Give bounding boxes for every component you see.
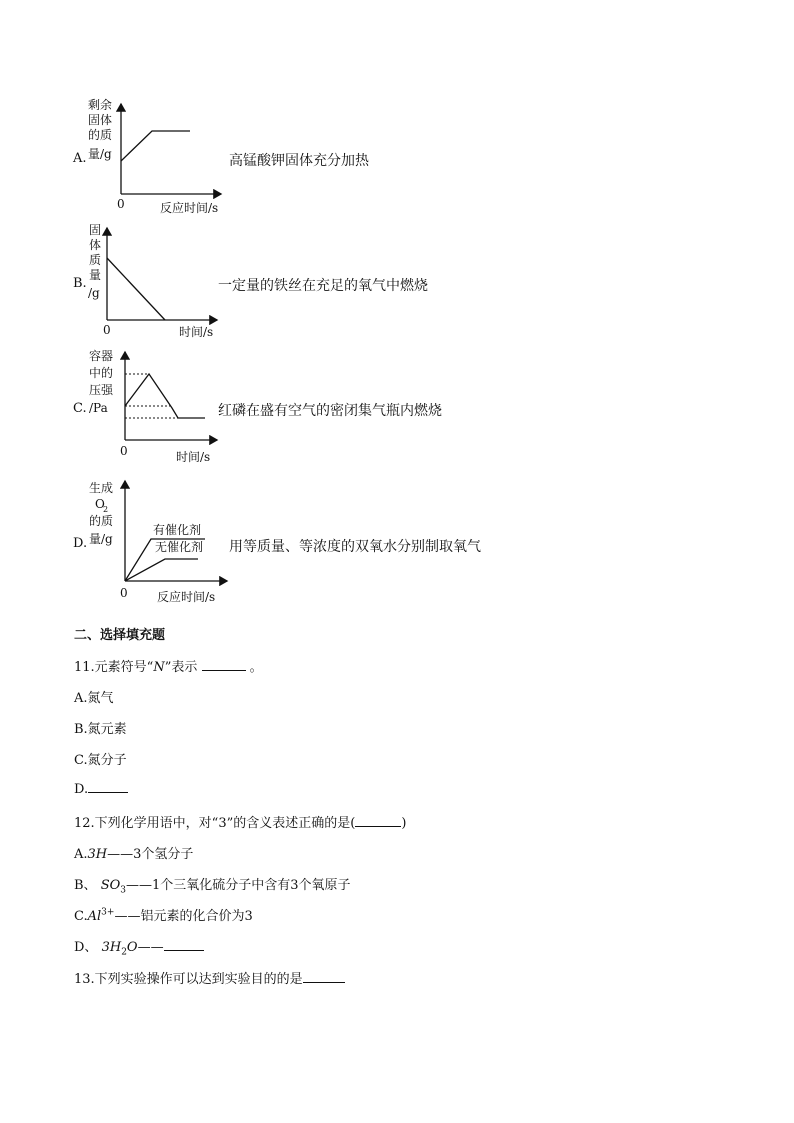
graph-d-xlabel: 反应时间/s [157, 590, 216, 604]
graph-b-curve [107, 258, 165, 320]
option-a-label: A. [73, 151, 87, 166]
question-13-stem: 13.下列实验操作可以达到实验目的的是 [74, 968, 345, 987]
graph-d-ylabel-1: 生成 [89, 481, 114, 495]
graph-b-ylabel-5: /g [88, 286, 100, 300]
graph-d-ylabel-3: 的质 [89, 514, 114, 528]
graph-a [85, 96, 235, 218]
graph-c-xlabel: 时间/s [176, 450, 211, 464]
question-11-symbol: N [153, 660, 165, 675]
graph-b [85, 222, 235, 344]
question-11-option-c: C.氮分子 [74, 753, 127, 768]
graph-b-ylabel-2: 体 [89, 238, 102, 252]
graph-d-ylabel-sub: 2 [103, 505, 109, 514]
graph-d-origin: 0 [120, 586, 128, 600]
graph-a-ylabel-1: 剩余 [88, 98, 113, 112]
option-d-description: 用等质量、等浓度的双氧水分别制取氧气 [229, 539, 481, 555]
question-11-stem: 11.元素符号“N”表示 。 [74, 660, 263, 675]
graph-a-xlabel: 反应时间/s [160, 201, 219, 215]
graph-a-ylabel-4: 量/g [88, 147, 112, 161]
question-12-option-b: B、 $SO_3——1$个三氧化硫分子中含有3个氧原子 [74, 878, 351, 896]
option-b-label: B. [73, 276, 87, 291]
graph-c-ylabel-1: 容器 [89, 349, 114, 363]
graph-b-ylabel-4: 量 [89, 268, 102, 282]
option-c-description: 红磷在盛有空气的密闭集气瓶内燃烧 [218, 403, 442, 419]
graph-c [85, 346, 235, 468]
question-11-option-a: A.氮气 [74, 691, 114, 706]
question-13-blank[interactable] [303, 970, 345, 983]
graph-a-origin: 0 [117, 197, 125, 211]
graph-d-ylabel-2: O [95, 497, 105, 511]
graph-c-ylabel-3: 压强 [89, 383, 114, 397]
option-d-label: D. [73, 536, 88, 551]
graph-b-xlabel: 时间/s [179, 325, 214, 339]
graph-a-ylabel-3: 的质 [88, 128, 113, 142]
graph-c-curve [125, 374, 205, 418]
question-11-option-d: D. [74, 780, 128, 797]
graph-c-ylabel-4: /Pa [89, 401, 108, 415]
option-c-label: C. [73, 401, 87, 416]
section-title: 二、选择填充题 [74, 628, 166, 643]
graph-d-curve1-label: 有催化剂 [153, 523, 202, 537]
graph-b-origin: 0 [103, 323, 111, 337]
question-12-stem: 12.下列化学用语中，对“3”的含义表述正确的是( ) [74, 816, 407, 831]
graph-d-curve2-label: 无催化剂 [155, 540, 204, 554]
graph-d [85, 477, 235, 607]
option-a-description: 高锰酸钾固体充分加热 [229, 153, 369, 169]
question-12-option-c: $C.Al^{3+}——$铝元素的化合价为3 [74, 907, 253, 924]
graph-a-curve [121, 131, 190, 161]
graph-a-ylabel-2: 固体 [88, 113, 113, 127]
question-12-option-d-blank[interactable] [164, 938, 204, 951]
question-12-option-a: A.3H——3个氢分子 [74, 847, 194, 862]
question-12-blank[interactable] [355, 814, 401, 827]
question-11-blank[interactable] [202, 658, 246, 671]
question-11-option-d-blank[interactable] [88, 780, 128, 793]
graph-b-ylabel-1: 固 [89, 223, 102, 237]
graph-b-ylabel-3: 质 [89, 253, 102, 267]
question-11-option-b: B.氮元素 [74, 722, 127, 737]
graph-c-origin: 0 [120, 444, 128, 458]
graph-c-ylabel-2: 中的 [89, 366, 114, 380]
graph-d-ylabel-4: 量/g [89, 532, 113, 546]
option-b-description: 一定量的铁丝在充足的氧气中燃烧 [218, 278, 428, 294]
question-12-option-d: D、 $3H_2O——$ [74, 936, 204, 958]
